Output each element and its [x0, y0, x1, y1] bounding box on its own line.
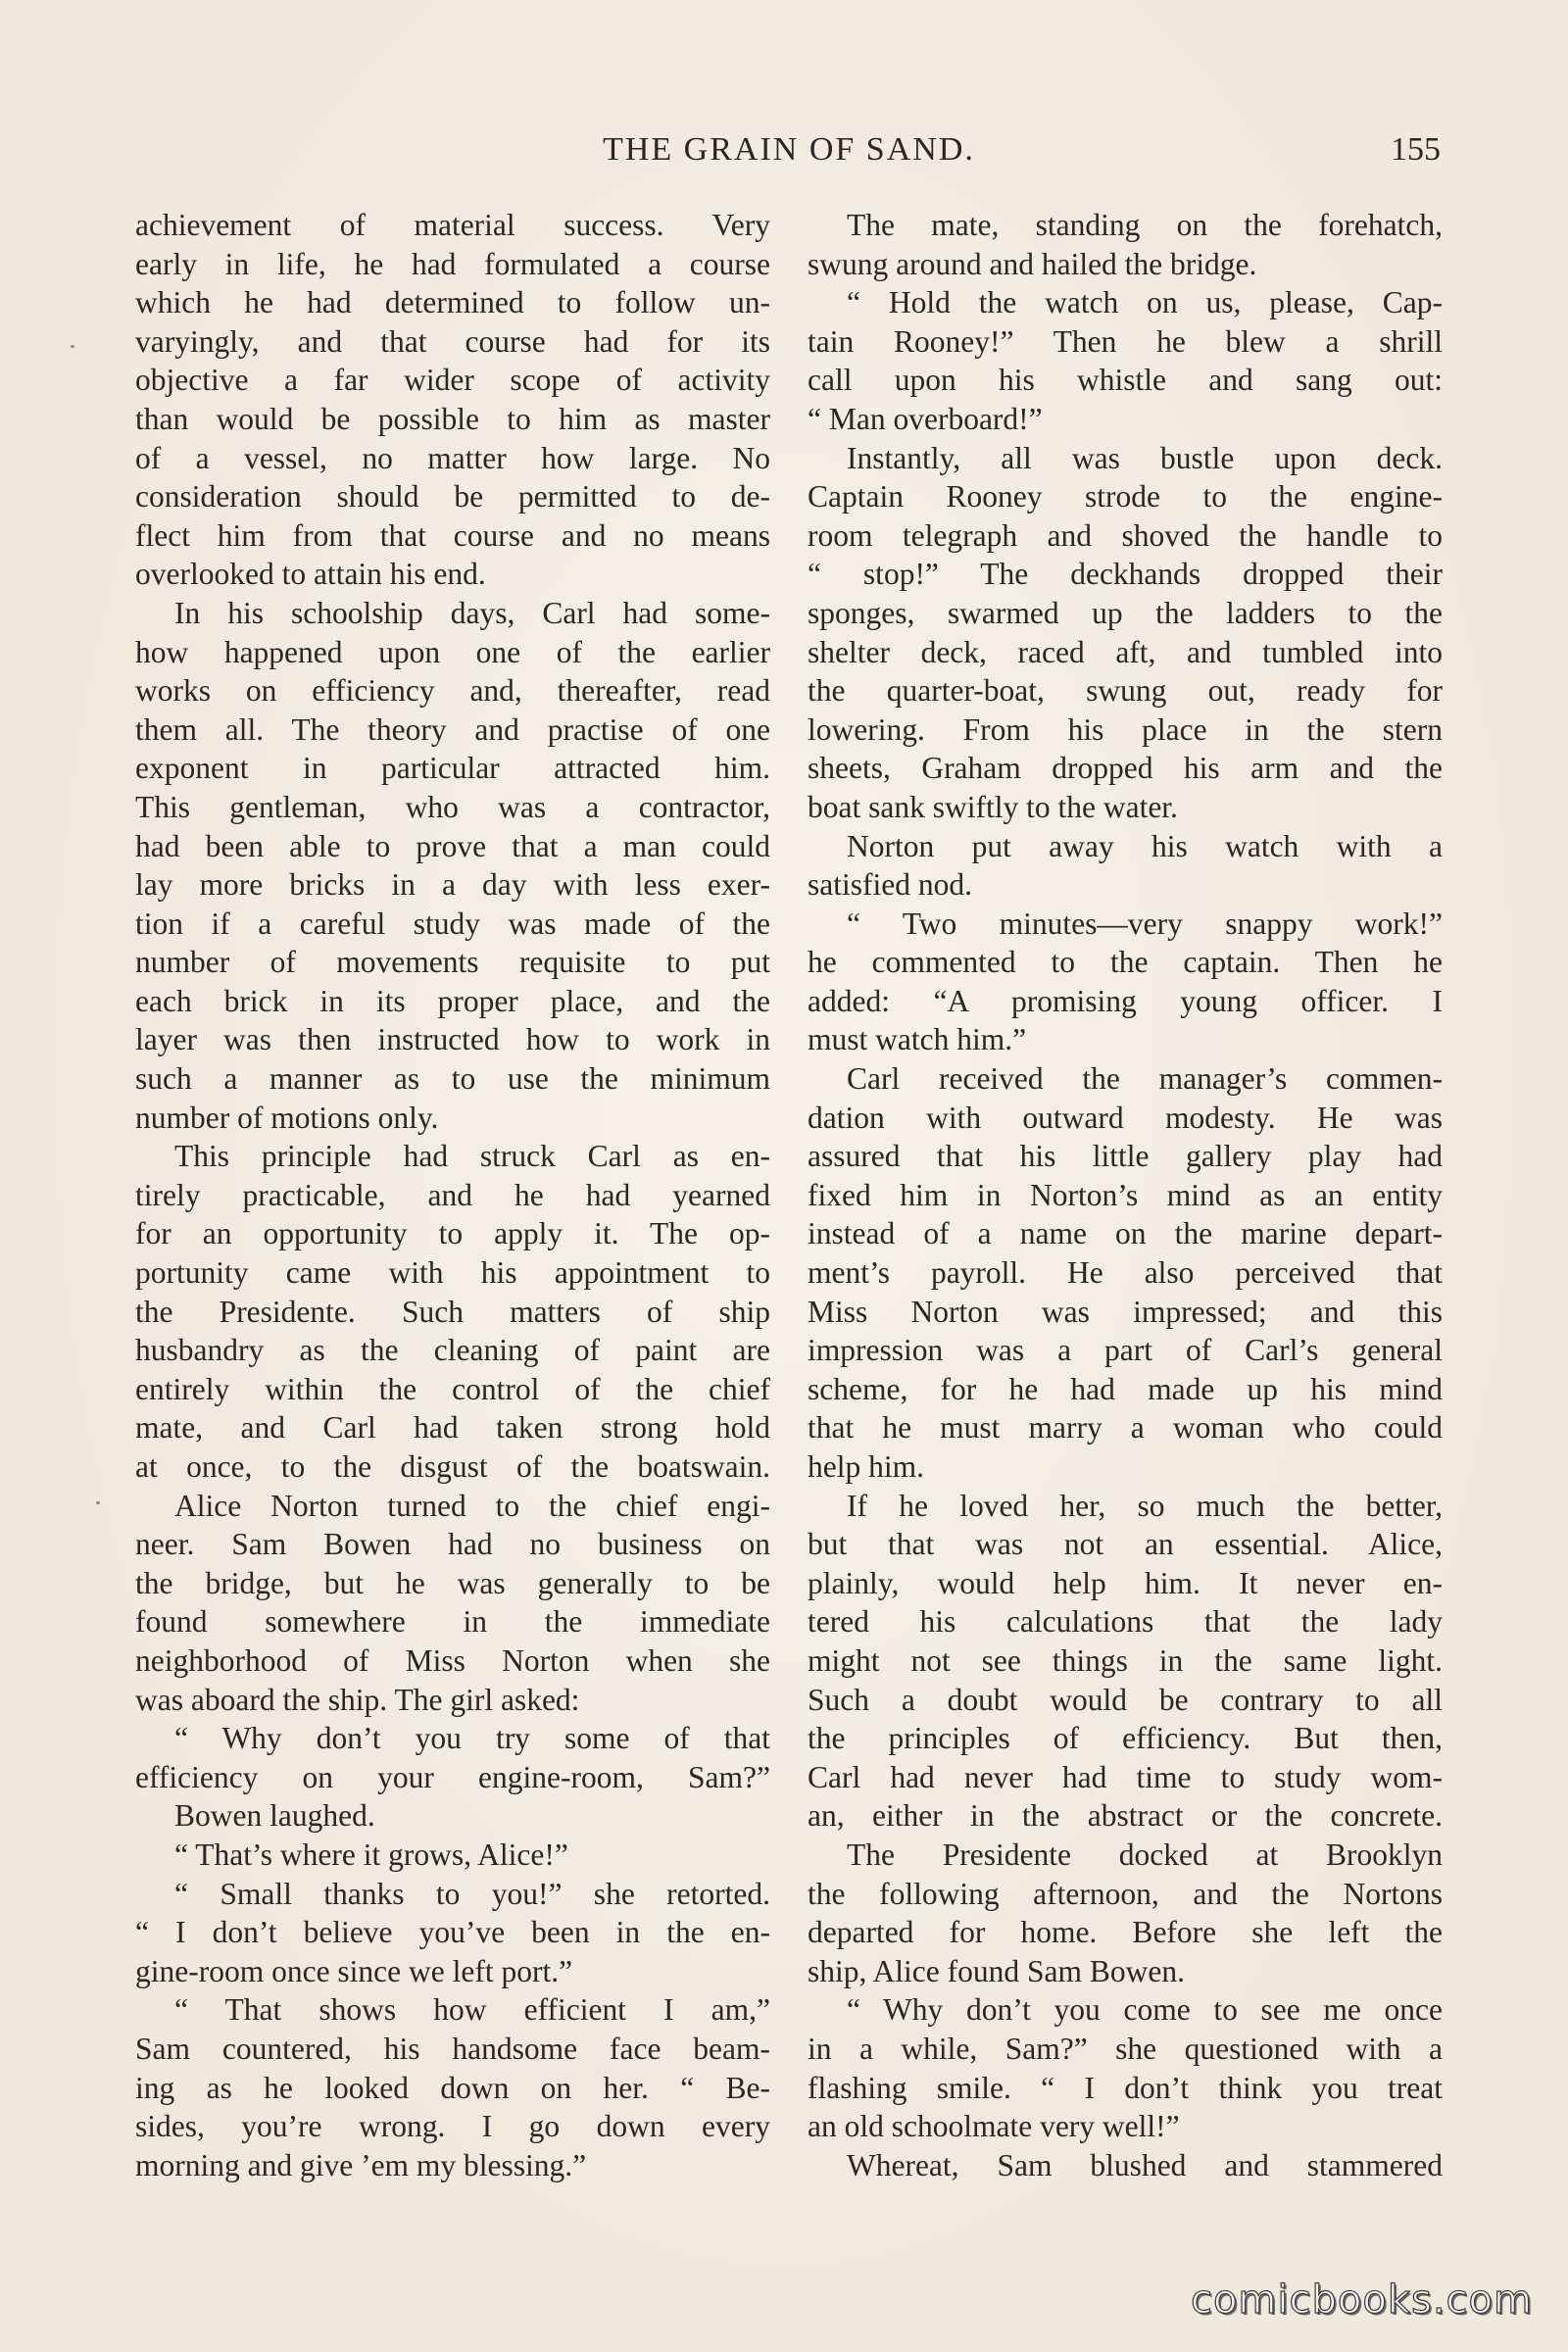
right-column-text-line: “ Man overboard!”: [808, 401, 1043, 436]
right-column-text-line: in a while, Sam?” she questioned with a: [808, 2031, 1443, 2066]
right-column-text-line: might not see things in the same light.: [808, 1642, 1443, 1678]
right-column-text-line: Carl received the manager’s commen-: [847, 1061, 1443, 1097]
left-column-text-line: of a vessel, no matter how large. No: [135, 440, 770, 475]
left-column-text-line: “ Small thanks to you!” she retorted.: [174, 1876, 770, 1911]
right-column-text-line: Miss Norton was impressed; and this: [808, 1294, 1443, 1329]
left-column-text-line: layer was then instructed how to work in: [135, 1022, 770, 1057]
right-column-text-line: room telegraph and shoved the handle to: [808, 517, 1443, 553]
left-column-text-line: them all. The theory and practise of one: [135, 711, 770, 747]
left-column-text-line: Bowen laughed.: [174, 1798, 375, 1834]
right-text-column: [808, 206, 1443, 2184]
right-column-text-line: swung around and hailed the bridge.: [808, 246, 1257, 281]
left-column-text-line: than would be possible to him as master: [135, 401, 770, 436]
left-column-text-line: which he had determined to follow un-: [135, 285, 770, 320]
right-column-text-line: departed for home. Before she left the: [808, 1915, 1443, 1950]
left-column-text-line: sides, you’re wrong. I go down every: [135, 2109, 770, 2144]
right-column-text-line: that he must marry a woman who could: [808, 1410, 1443, 1446]
left-column-text-line: objective a far wider scope of activity: [135, 363, 770, 398]
page-number: 155: [1391, 131, 1441, 168]
left-column-text-line: Sam countered, his handsome face beam-: [135, 2031, 770, 2066]
left-column-text-line: at once, to the disgust of the boatswain.: [135, 1449, 770, 1484]
left-column-text-line: tirely practicable, and he had yearned: [135, 1177, 770, 1212]
watermark-logo: comicbooks.com: [1190, 2278, 1533, 2323]
left-column-text-line: number of motions only.: [135, 1100, 439, 1135]
left-column-text-line: had been able to prove that a man could: [135, 828, 770, 863]
right-column-text-line: “ stop!” The deckhands dropped their: [808, 557, 1443, 592]
left-column-text-line: lay more bricks in a day with less exer-: [135, 867, 770, 903]
left-column-text-line: husbandry as the cleaning of paint are: [135, 1333, 770, 1368]
right-column-text-line: must watch him.”: [808, 1022, 1027, 1057]
left-column-text-line: entirely within the control of the chief: [135, 1371, 770, 1406]
left-column-text-line: ing as he looked down on her. “ Be-: [135, 2070, 770, 2105]
right-column-text-line: help him.: [808, 1449, 924, 1484]
left-column-text-line: the bridge, but he was generally to be: [135, 1565, 770, 1600]
left-column-text-line: efficiency on your engine-room, Sam?”: [135, 1759, 770, 1794]
right-column-text-line: Instantly, all was bustle upon deck.: [847, 440, 1443, 475]
left-column-text-line: how happened upon one of the earlier: [135, 634, 770, 669]
left-column-text-line: neer. Sam Bowen had no business on: [135, 1527, 770, 1562]
left-column-text-line: flect him from that course and no means: [135, 517, 770, 553]
right-column-text-line: the principles of efficiency. But then,: [808, 1721, 1443, 1756]
right-column-text-line: but that was not an essential. Alice,: [808, 1527, 1443, 1562]
right-column-text-line: Captain Rooney strode to the engine-: [808, 479, 1443, 514]
left-column-text-line: “ That’s where it grows, Alice!”: [174, 1837, 568, 1872]
left-column-text-line: gine-room once since we left port.”: [135, 1953, 573, 1988]
left-column-text-line: neighborhood of Miss Norton when she: [135, 1642, 770, 1678]
left-column-text-line: number of movements requisite to put: [135, 945, 770, 980]
right-column-text-line: If he loved her, so much the better,: [847, 1488, 1443, 1523]
left-column-text-line: works on efficiency and, thereafter, read: [135, 673, 770, 709]
right-column-text-line: tered his calculations that the lady: [808, 1604, 1443, 1640]
right-column-text-line: an, either in the abstract or the concrete.: [808, 1798, 1443, 1834]
running-head: [137, 125, 1441, 174]
right-column-text-line: an old schoolmate very well!”: [808, 2109, 1180, 2144]
right-column-text-line: Norton put away his watch with a: [847, 828, 1443, 863]
left-column-text-line: each brick in its proper place, and the: [135, 983, 770, 1018]
right-column-text-line: ment’s payroll. He also perceived that: [808, 1255, 1443, 1291]
left-column-text-line: Alice Norton turned to the chief engi-: [174, 1488, 770, 1523]
right-column-text-line: lowering. From his place in the stern: [808, 711, 1443, 747]
right-column-text-line: the quarter-boat, swung out, ready for: [808, 673, 1443, 709]
right-column-text-line: call upon his whistle and sang out:: [808, 363, 1443, 398]
left-column-text-line: exponent in particular attracted him.: [135, 751, 770, 786]
right-column-text-line: instead of a name on the marine depart-: [808, 1216, 1443, 1251]
right-column-text-line: “ Two minutes—very snappy work!”: [847, 906, 1443, 941]
left-column-text-line: morning and give ’em my blessing.”: [135, 2147, 587, 2182]
paper-speck: [71, 345, 74, 348]
right-column-text-line: The Presidente docked at Brooklyn: [847, 1837, 1443, 1872]
left-column-text-line: such a manner as to use the minimum: [135, 1061, 770, 1097]
left-column-text-line: mate, and Carl had taken strong hold: [135, 1410, 770, 1446]
right-column-text-line: Such a doubt would be contrary to all: [808, 1682, 1443, 1717]
left-column-text-line: achievement of material success. Very: [135, 208, 770, 242]
left-column-text-line: varyingly, and that course had for its: [135, 323, 770, 359]
right-column-text-line: Whereat, Sam blushed and stammered: [847, 2147, 1443, 2182]
right-column-text-line: “ Hold the watch on us, please, Cap-: [847, 285, 1443, 320]
right-column-text-line: fixed him in Norton’s mind as an entity: [808, 1177, 1443, 1212]
right-column-text-line: boat sank swiftly to the water.: [808, 789, 1178, 824]
right-column-text-line: sheets, Graham dropped his arm and the: [808, 751, 1443, 786]
right-column-text-line: The mate, standing on the forehatch,: [847, 208, 1443, 242]
running-title: THE GRAIN OF SAND.: [603, 131, 975, 168]
right-column-text-line: he commented to the captain. Then he: [808, 945, 1443, 980]
right-column-text-line: shelter deck, raced aft, and tumbled into: [808, 634, 1443, 669]
right-column-text-line: ship, Alice found Sam Bowen.: [808, 1953, 1185, 1988]
paper-speck: [96, 1501, 100, 1504]
right-column-text-line: Carl had never had time to study wom-: [808, 1759, 1443, 1794]
left-column-text-line: found somewhere in the immediate: [135, 1604, 770, 1640]
right-column-text-line: dation with outward modesty. He was: [808, 1100, 1443, 1135]
right-column-text-line: flashing smile. “ I don’t think you treat: [808, 2070, 1443, 2105]
right-column-text-line: the following afternoon, and the Nortons: [808, 1876, 1443, 1911]
right-column-text-line: plainly, would help him. It never en-: [808, 1565, 1443, 1600]
right-column-text-line: added: “A promising young officer. I: [808, 983, 1443, 1018]
left-column-text-line: overlooked to attain his end.: [135, 557, 486, 592]
left-column-text-line: early in life, he had formulated a course: [135, 246, 770, 281]
right-column-text-line: “ Why don’t you come to see me once: [847, 1992, 1443, 2028]
left-column-text-line: the Presidente. Such matters of ship: [135, 1294, 770, 1329]
left-column-text-line: “ That shows how efficient I am,”: [174, 1992, 770, 2028]
left-column-text-line: This principle had struck Carl as en-: [174, 1139, 770, 1174]
left-column-text-line: was aboard the ship. The girl asked:: [135, 1682, 580, 1717]
left-column-text-line: for an opportunity to apply it. The op-: [135, 1216, 770, 1251]
right-column-text-line: impression was a part of Carl’s general: [808, 1333, 1443, 1368]
right-column-text-line: scheme, for he had made up his mind: [808, 1371, 1443, 1406]
right-column-text-line: sponges, swarmed up the ladders to the: [808, 595, 1443, 630]
left-column-text-line: This gentleman, who was a contractor,: [135, 789, 770, 824]
left-column-text-line: tion if a careful study was made of the: [135, 906, 770, 941]
left-column-text-line: “ I don’t believe you’ve been in the en-: [135, 1915, 770, 1950]
left-text-column: [135, 206, 770, 2184]
right-column-text-line: tain Rooney!” Then he blew a shrill: [808, 323, 1443, 359]
left-column-text-line: portunity came with his appointment to: [135, 1255, 770, 1291]
left-column-text-line: consideration should be permitted to de-: [135, 479, 770, 514]
left-column-text-line: In his schoolship days, Carl had some-: [174, 595, 770, 630]
right-column-text-line: satisfied nod.: [808, 867, 972, 903]
left-column-text-line: “ Why don’t you try some of that: [174, 1721, 770, 1756]
right-column-text-line: assured that his little gallery play had: [808, 1139, 1443, 1174]
